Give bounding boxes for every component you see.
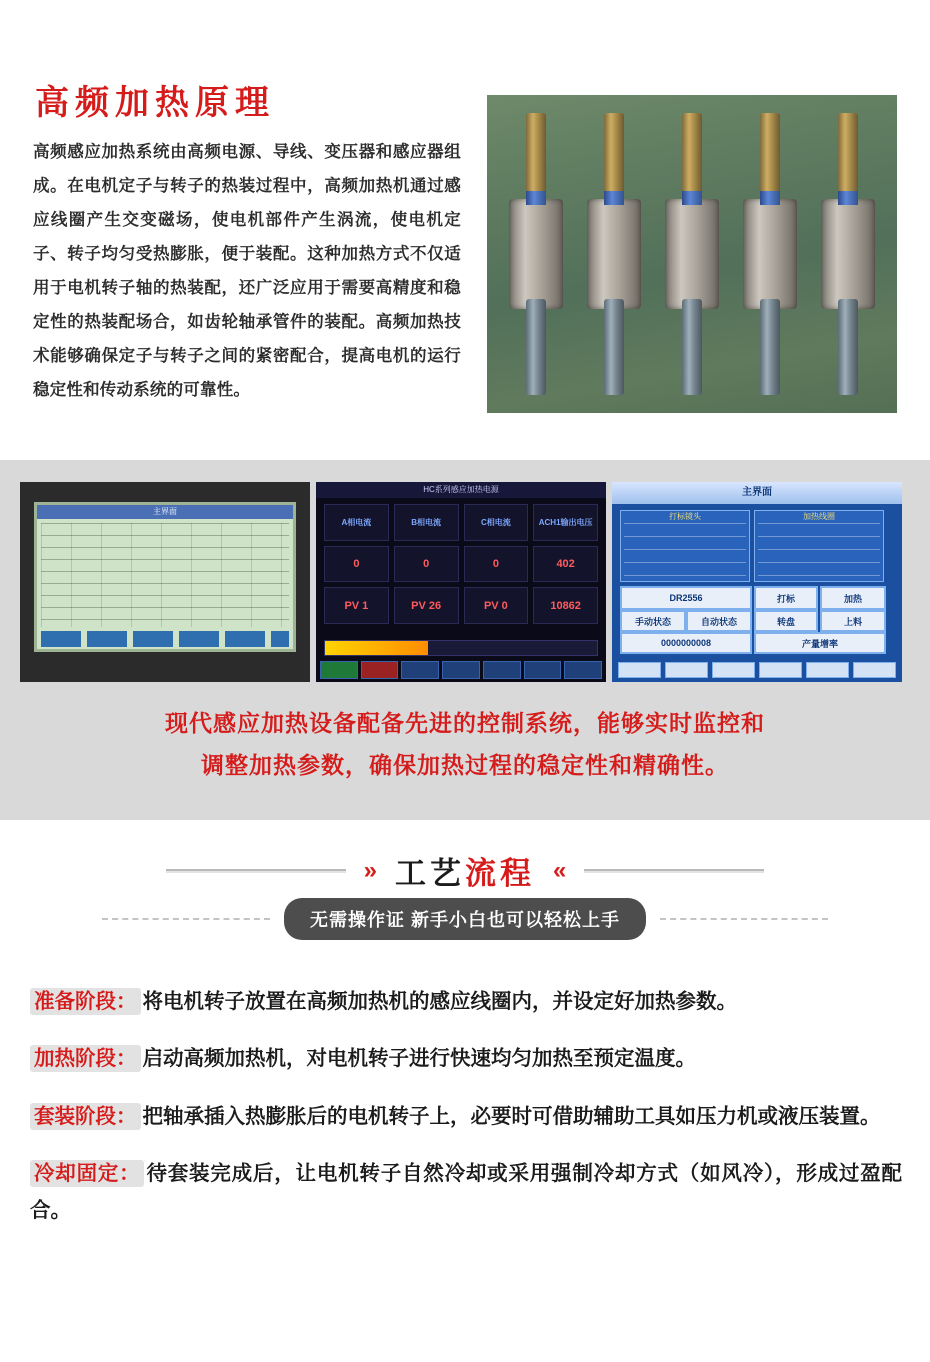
manual-state-button[interactable]: 手动状态 — [620, 610, 686, 632]
readout-label: B相电流 — [394, 504, 459, 541]
hmi-footer-button — [564, 661, 602, 679]
group-parameter-lines — [624, 523, 746, 578]
readout-value: PV 0 — [464, 587, 529, 624]
process-subtitle-row — [0, 898, 930, 940]
process-subtitle-badge: 无需操作证 新手小白也可以轻松上手 — [284, 898, 646, 940]
left-rule — [166, 869, 346, 873]
readout-value: 10862 — [533, 587, 598, 624]
hmi-panel-2-progress-bar — [324, 640, 598, 656]
hmi-panel-power-supply — [316, 482, 606, 682]
hmi-footer-button — [401, 661, 439, 679]
hmi-footer-button[interactable] — [665, 662, 708, 678]
step-text: 把轴承插入热膨胀后的电机转子上，必要时可借助辅助工具如压力机或液压装置。 — [142, 1104, 881, 1128]
hmi-panel-3-group-marking-head — [620, 510, 750, 582]
group-parameter-lines — [758, 523, 880, 578]
feed-button[interactable]: 上料 — [820, 610, 886, 632]
readout-label: ACH1输出电压 — [533, 504, 598, 541]
chevron-left-icon: « — [553, 856, 567, 884]
hmi-panel-2-footer — [320, 661, 602, 679]
hmi-footer-button — [524, 661, 562, 679]
hmi-footer-button — [320, 661, 358, 679]
left-dashed-rule — [102, 918, 270, 920]
hmi-panel-main-screen — [612, 482, 902, 682]
output-rate-label: 产量增率 — [754, 632, 886, 654]
process-section — [0, 820, 930, 1362]
turntable-button[interactable]: 转盘 — [754, 610, 818, 632]
process-title-dark: 工艺 — [395, 856, 465, 891]
hmi-panel-touchscreen — [20, 482, 310, 682]
page-title: 高频加热原理 — [35, 83, 275, 122]
current-parameter-display: DR2556 — [620, 586, 752, 610]
hmi-footer-button[interactable] — [618, 662, 661, 678]
hmi-panel-1-parameter-grid — [41, 523, 289, 627]
auto-state-button[interactable]: 自动状态 — [686, 610, 752, 632]
hmi-panel-3-title: 主界面 — [612, 482, 902, 504]
process-step — [30, 1098, 902, 1135]
right-rule — [584, 869, 764, 873]
step-text: 启动高频加热机，对电机转子进行快速均匀加热至预定温度。 — [142, 1047, 696, 1070]
hmi-footer-button — [442, 661, 480, 679]
readout-value: 402 — [533, 546, 598, 583]
hmi-footer-button[interactable] — [853, 662, 896, 678]
right-dashed-rule — [660, 918, 828, 920]
process-title — [395, 848, 535, 893]
step-tag: 准备阶段： — [30, 988, 141, 1015]
hmi-caption — [0, 702, 930, 786]
hmi-panel-2-readout-grid — [324, 504, 598, 624]
hmi-footer-button[interactable] — [759, 662, 802, 678]
step-text: 将电机转子放置在高频加热机的感应线圈内，并设定好加热参数。 — [142, 989, 737, 1013]
process-title-red: 流程 — [465, 856, 535, 891]
step-tag: 冷却固定： — [30, 1160, 144, 1187]
control-system-section — [0, 460, 930, 820]
group-heading: 加热线圈 — [803, 512, 835, 521]
process-step — [30, 1040, 902, 1077]
rotor-photo — [487, 95, 897, 413]
hmi-panel-3-group-heating-coil — [754, 510, 884, 582]
hmi-panel-1-button-row — [41, 631, 289, 647]
heat-button[interactable]: 加热 — [820, 586, 886, 610]
process-step-list — [30, 962, 902, 1243]
process-title-row — [0, 848, 930, 893]
principle-section — [0, 0, 930, 460]
hmi-footer-button — [483, 661, 521, 679]
process-step — [30, 1155, 902, 1229]
hmi-caption-line-1: 现代感应加热设备配备先进的控制系统，能够实时监控和 — [165, 710, 765, 736]
readout-value: 0 — [324, 546, 389, 583]
hmi-caption-line-2: 调整加热参数，确保加热过程的稳定性和精确性。 — [201, 752, 729, 778]
step-tag: 加热阶段： — [30, 1045, 141, 1072]
hmi-panel-1-screen — [34, 502, 296, 652]
hmi-footer-button[interactable] — [712, 662, 755, 678]
chevron-right-icon: » — [363, 856, 377, 884]
step-text: 待套装完成后，让电机转子自然冷却或采用强制冷却方式（如风冷），形成过盈配合。 — [30, 1162, 902, 1222]
principle-body-text: 高频感应加热系统由高频电源、导线、变压器和感应器组成。在电机定子与转子的热装过程中，高频加热机通过感应线圈产生交变磁场，使电机部件产生涡流，使电机定子、转子均匀受热膨胀，便于装配。这种加热方式不仅适用于电机转子轴的热装配，还广泛应用于需要高精度和稳定性的热装配场合，如齿轮轴承管件的装配。高频加热技术能够确保定子与转子之间的紧密配合，提高电机的运行稳定性和传动系统的可靠性。 — [33, 142, 461, 399]
step-tag: 套装阶段： — [30, 1103, 141, 1130]
readout-label: A相电流 — [324, 504, 389, 541]
hmi-panel-1-title: 主界面 — [37, 505, 293, 519]
hmi-photo-row — [20, 482, 902, 682]
hmi-panel-2-title: HC系列感应加热电源 — [316, 482, 606, 498]
output-count-display: 0000000008 — [620, 632, 752, 654]
readout-value: PV 26 — [394, 587, 459, 624]
readout-label: C相电流 — [464, 504, 529, 541]
hmi-footer-button — [361, 661, 399, 679]
process-header — [0, 820, 930, 930]
readout-value: 0 — [464, 546, 529, 583]
process-step — [30, 983, 902, 1020]
group-heading: 打标镜头 — [669, 512, 701, 521]
hmi-footer-button[interactable] — [806, 662, 849, 678]
readout-value: 0 — [394, 546, 459, 583]
mark-button[interactable]: 打标 — [754, 586, 818, 610]
readout-value: PV 1 — [324, 587, 389, 624]
hmi-panel-3-footer — [618, 662, 896, 678]
